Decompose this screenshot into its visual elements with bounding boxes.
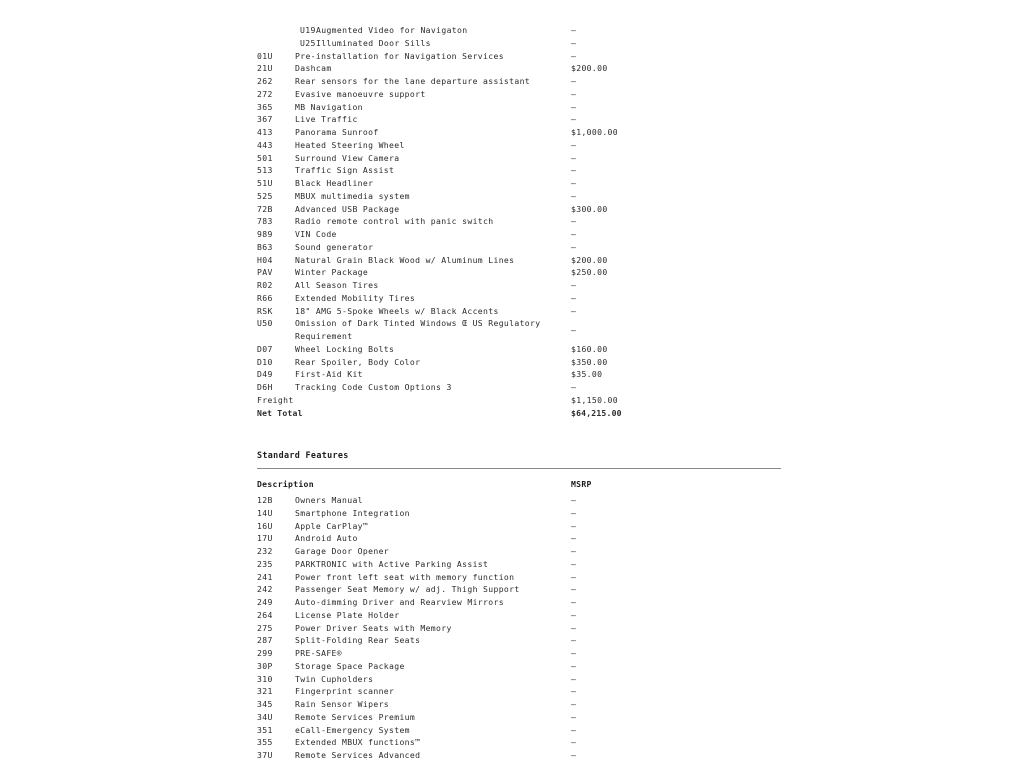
section-divider (257, 468, 781, 469)
option-description: Black Headliner (295, 178, 374, 188)
table-row (257, 673, 781, 686)
option-code: 262 (257, 76, 273, 86)
table-row (257, 37, 781, 50)
option-price: — (571, 635, 577, 646)
option-description: Apple CarPlay™ (295, 520, 369, 531)
option-code: Net Total (257, 407, 303, 418)
option-description: Storage Space Package (295, 660, 405, 671)
table-row (257, 190, 781, 203)
table-row (257, 254, 781, 267)
option-code: 37U (257, 750, 273, 760)
option-code: 443 (257, 139, 273, 150)
option-price: — (571, 280, 577, 290)
option-code: D10 (257, 356, 273, 367)
option-price: — (571, 76, 577, 86)
option-code: 264 (257, 609, 273, 620)
option-price: — (571, 229, 577, 239)
option-code: 51U (257, 178, 273, 188)
option-description: All Season Tires (295, 280, 379, 290)
table-row (257, 749, 781, 762)
option-price: $200.00 (571, 63, 608, 74)
option-code: 501 (257, 152, 273, 163)
table-row (257, 494, 781, 507)
option-price: — (571, 37, 577, 48)
option-description: Heated Steering Wheel (295, 139, 405, 150)
option-price: — (571, 139, 577, 150)
table-row (257, 660, 781, 673)
option-description: MB Navigation (295, 101, 363, 112)
option-description: Owners Manual (295, 495, 363, 505)
option-price: — (571, 495, 577, 505)
table-row (257, 126, 781, 139)
option-price: $1,000.00 (571, 127, 619, 137)
table-row (257, 596, 781, 609)
column-header-msrp: MSRP (571, 479, 592, 490)
option-price: $64,215.00 (571, 407, 622, 418)
table-row (257, 241, 781, 254)
option-price: $35.00 (571, 369, 603, 380)
table-row (257, 75, 781, 88)
option-description: Pre-installation for Navigation Services (295, 50, 504, 61)
option-code: 242 (257, 584, 273, 595)
option-description: Power Driver Seats with Memory (295, 622, 452, 633)
option-code: D6H (257, 382, 273, 392)
option-description: Augmented Video for Navigaton (316, 25, 468, 35)
option-description: Panorama Sunroof (295, 127, 379, 137)
option-price: — (571, 648, 577, 658)
table-row (257, 724, 781, 737)
table-row (257, 532, 781, 545)
option-description: Remote Services Premium (295, 711, 416, 722)
option-description: License Plate Holder (295, 609, 400, 620)
option-description: Omission of Dark Tinted Windows Œ US Regulatory Requirement (295, 318, 546, 341)
option-description: PRE-SAFE® (295, 648, 343, 658)
option-description: Fingerprint scanner (295, 686, 395, 697)
table-row (257, 343, 781, 356)
section-spacer (257, 419, 781, 449)
option-price: — (571, 724, 577, 735)
table-row (257, 736, 781, 749)
option-code: 34U (257, 711, 273, 722)
option-description: eCall-Emergency System (295, 724, 410, 735)
option-description: Tracking Code Custom Options 3 (295, 382, 452, 392)
option-price: — (571, 178, 577, 188)
option-price: — (571, 597, 577, 607)
option-code: U19 (300, 25, 316, 35)
option-price: — (571, 520, 577, 531)
option-code: 355 (257, 737, 273, 748)
option-price: — (571, 711, 577, 722)
option-code: 21U (257, 63, 273, 74)
table-row (257, 152, 781, 165)
option-price: $300.00 (571, 203, 608, 214)
option-price: — (571, 686, 577, 697)
option-code: 525 (257, 190, 273, 201)
table-row (257, 101, 781, 114)
option-code: 232 (257, 546, 273, 556)
option-price: — (571, 750, 577, 760)
option-description: Dashcam (295, 63, 332, 74)
option-code: U50 (257, 318, 273, 329)
option-description: Power front left seat with memory function (295, 571, 515, 582)
table-row (257, 88, 781, 101)
option-price: — (571, 305, 577, 316)
option-code: 513 (257, 165, 273, 176)
option-price: — (571, 660, 577, 671)
table-row (257, 583, 781, 596)
option-price: — (571, 584, 577, 595)
table-row (257, 356, 781, 369)
option-code: 241 (257, 571, 273, 582)
option-description: Sound generator (295, 241, 374, 252)
table-row (257, 317, 781, 343)
option-price: — (571, 101, 577, 112)
option-code: D07 (257, 343, 273, 354)
option-price: — (571, 558, 577, 569)
option-price: — (571, 165, 577, 176)
option-code: 235 (257, 558, 273, 569)
table-row (257, 215, 781, 228)
option-price: $250.00 (571, 267, 608, 278)
table-row (257, 711, 781, 724)
option-code: 14U (257, 507, 273, 518)
option-code: 989 (257, 229, 273, 239)
option-price: — (571, 216, 577, 227)
option-code: 367 (257, 114, 273, 125)
table-row (257, 698, 781, 711)
document-page (257, 24, 781, 762)
option-price: — (571, 25, 577, 35)
option-price: $200.00 (571, 254, 608, 265)
table-row (257, 139, 781, 152)
option-price: — (571, 382, 577, 392)
option-code: R02 (257, 280, 273, 290)
table-row (257, 407, 781, 420)
option-price: $1,150.00 (571, 394, 619, 405)
option-code: 321 (257, 686, 273, 697)
option-description: Wheel Locking Bolts (295, 343, 395, 354)
table-row (257, 50, 781, 63)
table-row (257, 203, 781, 216)
option-code: 12B (257, 495, 273, 505)
option-price: $350.00 (571, 356, 608, 367)
option-code: 30P (257, 660, 273, 671)
option-description: VIN Code (295, 229, 337, 239)
column-header-description: Description (257, 479, 314, 490)
table-row (257, 634, 781, 647)
option-description: Smartphone Integration (295, 507, 410, 518)
table-row (257, 228, 781, 241)
option-code: PAV (257, 267, 273, 278)
option-code: 01U (257, 50, 273, 61)
standard-features-title: Standard Features (257, 450, 349, 461)
option-code: 413 (257, 127, 273, 137)
table-row (257, 381, 781, 394)
table-row (257, 507, 781, 520)
option-code: 17U (257, 533, 273, 544)
option-price: — (571, 241, 577, 252)
table-row (257, 545, 781, 558)
option-description: Natural Grain Black Wood w/ Aluminum Lines (295, 254, 515, 265)
table-row (257, 279, 781, 292)
option-code: D49 (257, 369, 273, 380)
standard-features-table-body (257, 478, 781, 762)
table-row (257, 558, 781, 571)
option-code: H04 (257, 254, 273, 265)
table-header-row (257, 478, 781, 494)
option-price: — (571, 292, 577, 303)
option-description: PARKTRONIC with Active Parking Assist (295, 558, 489, 569)
option-price: — (571, 609, 577, 620)
option-description: Auto-dimming Driver and Rearview Mirrors (295, 597, 504, 607)
options-table-body (257, 24, 781, 419)
option-description: 18" AMG 5-Spoke Wheels w/ Black Accents (295, 305, 499, 316)
option-code: 783 (257, 216, 273, 227)
option-description: Rear sensors for the lane departure assistant (295, 76, 531, 86)
table-row (257, 368, 781, 381)
option-description: Live Traffic (295, 114, 358, 125)
option-price: — (571, 571, 577, 582)
table-row (257, 266, 781, 279)
option-description: Advanced USB Package (295, 203, 400, 214)
option-price: — (571, 533, 577, 544)
option-description: Android Auto (295, 533, 358, 544)
option-description: Traffic Sign Assist (295, 165, 395, 176)
option-description: Passenger Seat Memory w/ adj. Thigh Support (295, 584, 520, 595)
option-code: 275 (257, 622, 273, 633)
option-description: MBUX multimedia system (295, 190, 410, 201)
option-price: — (571, 737, 577, 748)
option-description: Winter Package (295, 267, 369, 278)
option-code: 345 (257, 699, 273, 709)
option-description: Surround View Camera (295, 152, 400, 163)
option-code: 272 (257, 88, 273, 99)
option-price: — (571, 88, 577, 99)
table-row (257, 394, 781, 407)
option-description: Twin Cupholders (295, 673, 374, 684)
option-code: B63 (257, 241, 273, 252)
option-price: — (571, 190, 577, 201)
table-row (257, 685, 781, 698)
option-code: R66 (257, 292, 273, 303)
option-price: $160.00 (571, 343, 608, 354)
option-code: RSK (257, 305, 273, 316)
option-price: — (571, 114, 577, 125)
option-code: 287 (257, 635, 273, 646)
option-description: Evasive manoeuvre support (295, 88, 426, 99)
option-code: Freight (257, 394, 294, 405)
option-code: 16U (257, 520, 273, 531)
options-table (257, 24, 781, 419)
table-row (257, 24, 781, 37)
option-description: First-Aid Kit (295, 369, 363, 380)
option-price: — (571, 507, 577, 518)
option-code: 351 (257, 724, 273, 735)
option-code: U25 (300, 37, 316, 48)
table-row (257, 164, 781, 177)
option-code: 310 (257, 673, 273, 684)
option-description: Extended Mobility Tires (295, 292, 416, 303)
option-price: — (571, 324, 577, 335)
table-row (257, 62, 781, 75)
option-price: — (571, 50, 577, 61)
option-description: Radio remote control with panic switch (295, 216, 494, 227)
table-row (257, 292, 781, 305)
table-row (257, 609, 781, 622)
table-row (257, 622, 781, 635)
option-code: 72B (257, 203, 273, 214)
table-row (257, 520, 781, 533)
table-row (257, 305, 781, 318)
table-row (257, 113, 781, 126)
option-description: Illuminated Door Sills (316, 37, 431, 48)
option-code: 299 (257, 648, 273, 658)
option-code: 365 (257, 101, 273, 112)
option-description: Remote Services Advanced (295, 750, 421, 760)
standard-features-table (257, 478, 781, 762)
table-row (257, 177, 781, 190)
option-description: Extended MBUX functions™ (295, 737, 421, 748)
option-description: Rear Spoiler, Body Color (295, 356, 421, 367)
table-row (257, 571, 781, 584)
option-price: — (571, 152, 577, 163)
option-price: — (571, 622, 577, 633)
option-price: — (571, 673, 577, 684)
option-price: — (571, 546, 577, 556)
option-description: Split-Folding Rear Seats (295, 635, 421, 646)
option-price: — (571, 699, 577, 709)
table-row (257, 647, 781, 660)
option-code: 249 (257, 597, 273, 607)
option-description: Rain Sensor Wipers (295, 699, 390, 709)
option-description: Garage Door Opener (295, 546, 390, 556)
